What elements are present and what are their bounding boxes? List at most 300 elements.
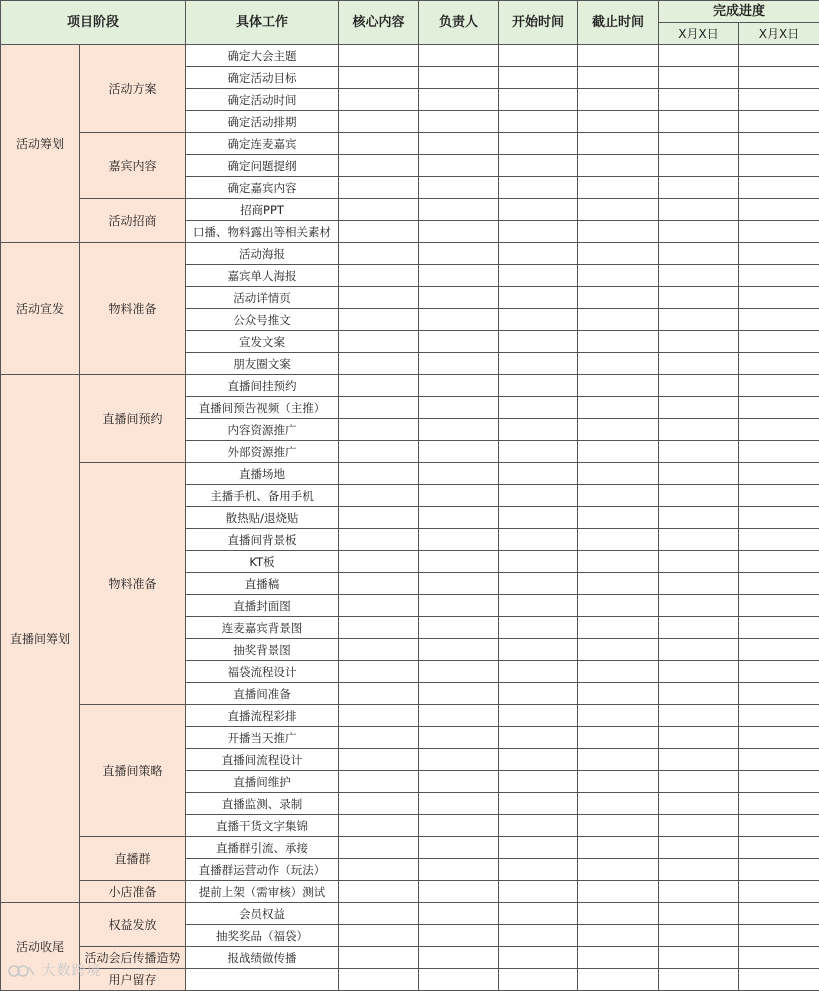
owner-cell[interactable]: [419, 353, 499, 375]
task-cell: 直播群引流、承接: [186, 837, 339, 859]
task-cell: 直播封面图: [186, 595, 339, 617]
core-cell[interactable]: [339, 111, 419, 133]
core-cell[interactable]: [339, 133, 419, 155]
end-cell[interactable]: [578, 639, 659, 661]
progress-cell-1[interactable]: [659, 331, 739, 353]
owner-cell[interactable]: [419, 67, 499, 89]
start-cell[interactable]: [499, 705, 578, 727]
progress-cell-2[interactable]: [739, 881, 819, 903]
progress-cell-2[interactable]: [739, 925, 819, 947]
core-cell[interactable]: [339, 441, 419, 463]
start-cell[interactable]: [499, 529, 578, 551]
start-cell[interactable]: [499, 485, 578, 507]
end-cell[interactable]: [578, 661, 659, 683]
table-row: [1, 45, 819, 67]
owner-cell[interactable]: [419, 485, 499, 507]
core-cell[interactable]: [339, 375, 419, 397]
progress-cell-2[interactable]: [739, 309, 819, 331]
owner-cell[interactable]: [419, 815, 499, 837]
progress-cell-1[interactable]: [659, 815, 739, 837]
core-cell[interactable]: [339, 683, 419, 705]
start-cell[interactable]: [499, 111, 578, 133]
task-cell: 会员权益: [186, 903, 339, 925]
owner-cell[interactable]: [419, 309, 499, 331]
progress-cell-2[interactable]: [739, 331, 819, 353]
task-cell: 招商PPT: [186, 199, 339, 221]
progress-cell-2[interactable]: [739, 353, 819, 375]
end-cell[interactable]: [578, 375, 659, 397]
core-cell[interactable]: [339, 573, 419, 595]
owner-cell[interactable]: [419, 133, 499, 155]
start-cell[interactable]: [499, 177, 578, 199]
core-cell[interactable]: [339, 727, 419, 749]
owner-cell[interactable]: [419, 771, 499, 793]
end-cell[interactable]: [578, 683, 659, 705]
core-cell[interactable]: [339, 199, 419, 221]
start-cell[interactable]: [499, 793, 578, 815]
start-cell[interactable]: [499, 551, 578, 573]
owner-cell[interactable]: [419, 265, 499, 287]
progress-cell-1[interactable]: [659, 463, 739, 485]
table-body: [1, 45, 819, 991]
core-cell[interactable]: [339, 771, 419, 793]
end-cell[interactable]: [578, 353, 659, 375]
end-cell[interactable]: [578, 265, 659, 287]
progress-cell-1[interactable]: [659, 859, 739, 881]
start-cell[interactable]: [499, 353, 578, 375]
owner-cell[interactable]: [419, 727, 499, 749]
progress-cell-1[interactable]: [659, 485, 739, 507]
core-cell[interactable]: [339, 551, 419, 573]
table-row: [1, 133, 819, 155]
owner-cell[interactable]: [419, 243, 499, 265]
core-cell[interactable]: [339, 67, 419, 89]
end-cell[interactable]: [578, 287, 659, 309]
owner-cell[interactable]: [419, 617, 499, 639]
progress-cell-2[interactable]: [739, 199, 819, 221]
group-cell: 权益发放: [80, 903, 186, 947]
task-cell: 确定活动时间: [186, 89, 339, 111]
progress-cell-1[interactable]: [659, 903, 739, 925]
owner-cell[interactable]: [419, 925, 499, 947]
progress-cell-2[interactable]: [739, 375, 819, 397]
end-cell[interactable]: [578, 67, 659, 89]
owner-cell[interactable]: [419, 661, 499, 683]
owner-cell[interactable]: [419, 177, 499, 199]
progress-cell-1[interactable]: [659, 133, 739, 155]
progress-cell-2[interactable]: [739, 969, 819, 991]
progress-cell-1[interactable]: [659, 881, 739, 903]
progress-cell-1[interactable]: [659, 309, 739, 331]
owner-cell[interactable]: [419, 749, 499, 771]
progress-cell-1[interactable]: [659, 67, 739, 89]
core-cell[interactable]: [339, 947, 419, 969]
end-cell[interactable]: [578, 419, 659, 441]
progress-cell-2[interactable]: [739, 573, 819, 595]
start-cell[interactable]: [499, 133, 578, 155]
end-cell[interactable]: [578, 111, 659, 133]
start-cell[interactable]: [499, 903, 578, 925]
owner-cell[interactable]: [419, 529, 499, 551]
owner-cell[interactable]: [419, 573, 499, 595]
task-cell: 朋友圈文案: [186, 353, 339, 375]
start-cell[interactable]: [499, 199, 578, 221]
core-cell[interactable]: [339, 507, 419, 529]
progress-cell-2[interactable]: [739, 617, 819, 639]
progress-cell-1[interactable]: [659, 397, 739, 419]
progress-cell-1[interactable]: [659, 661, 739, 683]
end-cell[interactable]: [578, 485, 659, 507]
progress-cell-2[interactable]: [739, 903, 819, 925]
progress-cell-1[interactable]: [659, 221, 739, 243]
owner-cell[interactable]: [419, 331, 499, 353]
owner-cell[interactable]: [419, 419, 499, 441]
progress-cell-1[interactable]: [659, 155, 739, 177]
group-cell: 嘉宾内容: [80, 133, 186, 199]
core-cell[interactable]: [339, 287, 419, 309]
progress-cell-2[interactable]: [739, 397, 819, 419]
progress-cell-2[interactable]: [739, 133, 819, 155]
core-cell[interactable]: [339, 903, 419, 925]
progress-cell-1[interactable]: [659, 199, 739, 221]
core-cell[interactable]: [339, 859, 419, 881]
group-cell: 小店准备: [80, 881, 186, 903]
task-cell: [186, 969, 339, 991]
progress-cell-1[interactable]: [659, 595, 739, 617]
progress-cell-2[interactable]: [739, 485, 819, 507]
progress-cell-1[interactable]: [659, 375, 739, 397]
core-cell[interactable]: [339, 177, 419, 199]
end-cell[interactable]: [578, 815, 659, 837]
start-cell[interactable]: [499, 265, 578, 287]
progress-cell-2[interactable]: [739, 45, 819, 67]
task-cell: 确定活动目标: [186, 67, 339, 89]
start-cell[interactable]: [499, 89, 578, 111]
end-cell[interactable]: [578, 243, 659, 265]
end-cell[interactable]: [578, 177, 659, 199]
owner-cell[interactable]: [419, 397, 499, 419]
end-cell[interactable]: [578, 45, 659, 67]
group-cell: 活动会后传播造势: [80, 947, 186, 969]
start-cell[interactable]: [499, 331, 578, 353]
core-cell[interactable]: [339, 89, 419, 111]
core-cell[interactable]: [339, 397, 419, 419]
progress-cell-1[interactable]: [659, 749, 739, 771]
owner-cell[interactable]: [419, 639, 499, 661]
start-cell[interactable]: [499, 397, 578, 419]
end-cell[interactable]: [578, 771, 659, 793]
task-cell: 确定问题提纲: [186, 155, 339, 177]
owner-cell[interactable]: [419, 595, 499, 617]
core-cell[interactable]: [339, 793, 419, 815]
owner-cell[interactable]: [419, 89, 499, 111]
progress-cell-2[interactable]: [739, 727, 819, 749]
core-cell[interactable]: [339, 463, 419, 485]
progress-cell-2[interactable]: [739, 815, 819, 837]
owner-cell[interactable]: [419, 441, 499, 463]
core-cell[interactable]: [339, 749, 419, 771]
core-cell[interactable]: [339, 837, 419, 859]
stage-cell: 活动宣发: [1, 243, 80, 375]
end-cell[interactable]: [578, 463, 659, 485]
progress-cell-1[interactable]: [659, 771, 739, 793]
start-cell[interactable]: [499, 67, 578, 89]
progress-cell-2[interactable]: [739, 771, 819, 793]
owner-cell[interactable]: [419, 45, 499, 67]
progress-cell-1[interactable]: [659, 727, 739, 749]
end-cell[interactable]: [578, 551, 659, 573]
task-cell: 直播群运营动作（玩法）: [186, 859, 339, 881]
table-row: [1, 243, 819, 265]
end-cell[interactable]: [578, 595, 659, 617]
header-owner: 负责人: [419, 1, 499, 45]
progress-cell-2[interactable]: [739, 287, 819, 309]
start-cell[interactable]: [499, 595, 578, 617]
end-cell[interactable]: [578, 573, 659, 595]
end-cell[interactable]: [578, 507, 659, 529]
start-cell[interactable]: [499, 661, 578, 683]
progress-cell-2[interactable]: [739, 221, 819, 243]
owner-cell[interactable]: [419, 199, 499, 221]
owner-cell[interactable]: [419, 903, 499, 925]
task-cell: 抽奖背景图: [186, 639, 339, 661]
core-cell[interactable]: [339, 45, 419, 67]
owner-cell[interactable]: [419, 837, 499, 859]
task-cell: 活动海报: [186, 243, 339, 265]
progress-cell-2[interactable]: [739, 177, 819, 199]
end-cell[interactable]: [578, 441, 659, 463]
start-cell[interactable]: [499, 309, 578, 331]
start-cell[interactable]: [499, 969, 578, 991]
watermark-text: 大数跨境: [41, 963, 102, 979]
core-cell[interactable]: [339, 485, 419, 507]
group-cell: 直播间预约: [80, 375, 186, 463]
progress-cell-1[interactable]: [659, 925, 739, 947]
progress-cell-2[interactable]: [739, 529, 819, 551]
progress-cell-1[interactable]: [659, 177, 739, 199]
progress-cell-2[interactable]: [739, 661, 819, 683]
owner-cell[interactable]: [419, 859, 499, 881]
core-cell[interactable]: [339, 419, 419, 441]
progress-cell-1[interactable]: [659, 969, 739, 991]
progress-cell-2[interactable]: [739, 837, 819, 859]
core-cell[interactable]: [339, 617, 419, 639]
end-cell[interactable]: [578, 969, 659, 991]
end-cell[interactable]: [578, 859, 659, 881]
start-cell[interactable]: [499, 617, 578, 639]
progress-cell-2[interactable]: [739, 419, 819, 441]
progress-cell-2[interactable]: [739, 155, 819, 177]
progress-cell-2[interactable]: [739, 749, 819, 771]
progress-cell-1[interactable]: [659, 705, 739, 727]
start-cell[interactable]: [499, 573, 578, 595]
progress-cell-2[interactable]: [739, 507, 819, 529]
group-cell: 物料准备: [80, 463, 186, 705]
progress-cell-2[interactable]: [739, 639, 819, 661]
core-cell[interactable]: [339, 639, 419, 661]
owner-cell[interactable]: [419, 155, 499, 177]
progress-cell-2[interactable]: [739, 683, 819, 705]
progress-cell-1[interactable]: [659, 287, 739, 309]
end-cell[interactable]: [578, 837, 659, 859]
start-cell[interactable]: [499, 771, 578, 793]
progress-cell-2[interactable]: [739, 67, 819, 89]
owner-cell[interactable]: [419, 507, 499, 529]
core-cell[interactable]: [339, 221, 419, 243]
group-cell: 直播群: [80, 837, 186, 881]
owner-cell[interactable]: [419, 287, 499, 309]
end-cell[interactable]: [578, 221, 659, 243]
core-cell[interactable]: [339, 595, 419, 617]
core-cell[interactable]: [339, 969, 419, 991]
progress-cell-2[interactable]: [739, 265, 819, 287]
start-cell[interactable]: [499, 683, 578, 705]
end-cell[interactable]: [578, 529, 659, 551]
progress-cell-1[interactable]: [659, 837, 739, 859]
progress-cell-1[interactable]: [659, 45, 739, 67]
progress-cell-2[interactable]: [739, 859, 819, 881]
start-cell[interactable]: [499, 45, 578, 67]
end-cell[interactable]: [578, 155, 659, 177]
progress-cell-1[interactable]: [659, 683, 739, 705]
core-cell[interactable]: [339, 353, 419, 375]
end-cell[interactable]: [578, 617, 659, 639]
progress-cell-2[interactable]: [739, 551, 819, 573]
end-cell[interactable]: [578, 925, 659, 947]
progress-cell-2[interactable]: [739, 595, 819, 617]
progress-cell-1[interactable]: [659, 441, 739, 463]
start-cell[interactable]: [499, 441, 578, 463]
end-cell[interactable]: [578, 133, 659, 155]
core-cell[interactable]: [339, 331, 419, 353]
end-cell[interactable]: [578, 331, 659, 353]
progress-cell-2[interactable]: [739, 463, 819, 485]
progress-cell-1[interactable]: [659, 529, 739, 551]
core-cell[interactable]: [339, 309, 419, 331]
start-cell[interactable]: [499, 419, 578, 441]
owner-cell[interactable]: [419, 375, 499, 397]
progress-cell-1[interactable]: [659, 573, 739, 595]
owner-cell[interactable]: [419, 881, 499, 903]
owner-cell[interactable]: [419, 969, 499, 991]
progress-cell-2[interactable]: [739, 111, 819, 133]
end-cell[interactable]: [578, 705, 659, 727]
progress-cell-1[interactable]: [659, 111, 739, 133]
owner-cell[interactable]: [419, 221, 499, 243]
progress-cell-1[interactable]: [659, 639, 739, 661]
start-cell[interactable]: [499, 375, 578, 397]
start-cell[interactable]: [499, 639, 578, 661]
core-cell[interactable]: [339, 925, 419, 947]
task-cell: 提前上架（需审核）测试: [186, 881, 339, 903]
stage-cell: 活动筹划: [1, 45, 80, 243]
end-cell[interactable]: [578, 397, 659, 419]
start-cell[interactable]: [499, 507, 578, 529]
owner-cell[interactable]: [419, 793, 499, 815]
progress-cell-1[interactable]: [659, 507, 739, 529]
end-cell[interactable]: [578, 749, 659, 771]
task-cell: KT板: [186, 551, 339, 573]
progress-cell-1[interactable]: [659, 793, 739, 815]
core-cell[interactable]: [339, 705, 419, 727]
end-cell[interactable]: [578, 903, 659, 925]
core-cell[interactable]: [339, 661, 419, 683]
start-cell[interactable]: [499, 221, 578, 243]
start-cell[interactable]: [499, 463, 578, 485]
start-cell[interactable]: [499, 815, 578, 837]
start-cell[interactable]: [499, 727, 578, 749]
progress-cell-2[interactable]: [739, 441, 819, 463]
table-row: [1, 969, 819, 991]
end-cell[interactable]: [578, 309, 659, 331]
owner-cell[interactable]: [419, 111, 499, 133]
progress-cell-2[interactable]: [739, 243, 819, 265]
owner-cell[interactable]: [419, 705, 499, 727]
core-cell[interactable]: [339, 243, 419, 265]
start-cell[interactable]: [499, 881, 578, 903]
start-cell[interactable]: [499, 837, 578, 859]
end-cell[interactable]: [578, 727, 659, 749]
table-row: [1, 947, 819, 969]
progress-cell-1[interactable]: [659, 947, 739, 969]
progress-cell-2[interactable]: [739, 705, 819, 727]
owner-cell[interactable]: [419, 683, 499, 705]
start-cell[interactable]: [499, 925, 578, 947]
progress-cell-1[interactable]: [659, 551, 739, 573]
start-cell[interactable]: [499, 859, 578, 881]
task-cell: 抽奖奖品（福袋）: [186, 925, 339, 947]
start-cell[interactable]: [499, 947, 578, 969]
progress-cell-2[interactable]: [739, 89, 819, 111]
progress-cell-1[interactable]: [659, 89, 739, 111]
end-cell[interactable]: [578, 947, 659, 969]
task-cell: 宣发文案: [186, 331, 339, 353]
core-cell[interactable]: [339, 815, 419, 837]
group-cell: 直播间策略: [80, 705, 186, 837]
table-row: [1, 375, 819, 397]
start-cell[interactable]: [499, 155, 578, 177]
task-cell: 嘉宾单人海报: [186, 265, 339, 287]
progress-cell-1[interactable]: [659, 243, 739, 265]
progress-cell-1[interactable]: [659, 419, 739, 441]
task-cell: 散热贴/退烧贴: [186, 507, 339, 529]
task-cell: 直播间预告视频（主推）: [186, 397, 339, 419]
end-cell[interactable]: [578, 881, 659, 903]
header-progress-date-2: X月X日: [739, 23, 819, 45]
core-cell[interactable]: [339, 155, 419, 177]
progress-cell-1[interactable]: [659, 353, 739, 375]
end-cell[interactable]: [578, 89, 659, 111]
progress-cell-2[interactable]: [739, 947, 819, 969]
end-cell[interactable]: [578, 793, 659, 815]
core-cell[interactable]: [339, 265, 419, 287]
core-cell[interactable]: [339, 529, 419, 551]
start-cell[interactable]: [499, 287, 578, 309]
owner-cell[interactable]: [419, 947, 499, 969]
task-cell: 直播场地: [186, 463, 339, 485]
owner-cell[interactable]: [419, 463, 499, 485]
progress-cell-2[interactable]: [739, 793, 819, 815]
start-cell[interactable]: [499, 243, 578, 265]
task-cell: 直播稿: [186, 573, 339, 595]
owner-cell[interactable]: [419, 551, 499, 573]
progress-cell-1[interactable]: [659, 617, 739, 639]
task-cell: 报战绩做传播: [186, 947, 339, 969]
end-cell[interactable]: [578, 199, 659, 221]
start-cell[interactable]: [499, 749, 578, 771]
progress-cell-1[interactable]: [659, 265, 739, 287]
core-cell[interactable]: [339, 881, 419, 903]
